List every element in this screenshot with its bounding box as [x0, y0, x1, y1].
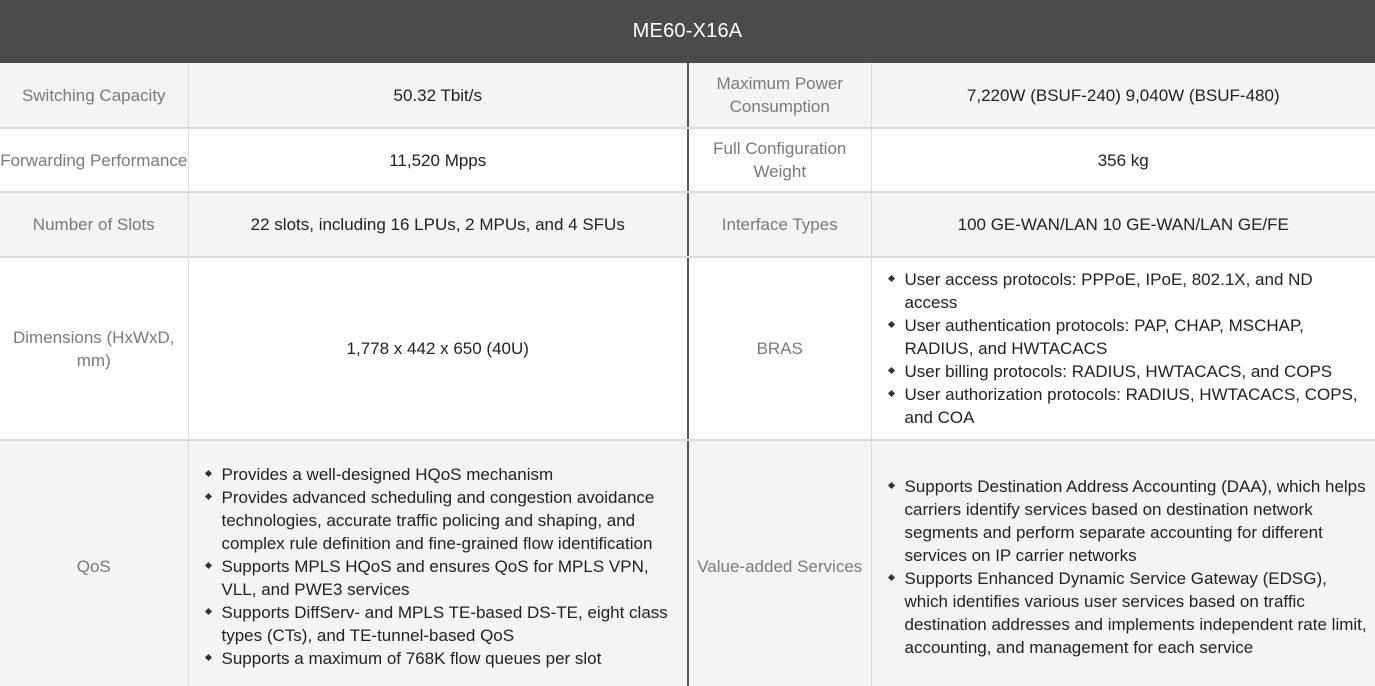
list-item: Provides a well-designed HQoS mechanism: [205, 463, 682, 486]
value-added-services-label: Value-added Services: [688, 440, 871, 686]
table-row: [0, 128, 1375, 192]
list-item: User billing protocols: RADIUS, HWTACACS, and COPS: [888, 360, 1370, 383]
forwarding-performance-label: Forwarding Performance: [0, 128, 188, 192]
list-item: Supports Enhanced Dynamic Service Gateway (EDSG), which identifies various user services based on traffic destination addresses and implements independent rate limit, accounting, and management for each service: [888, 567, 1370, 659]
table-row: [0, 63, 1375, 128]
table-row: [0, 257, 1375, 440]
interface-types-label: Interface Types: [688, 192, 871, 257]
max-power-value: 7,220W (BSUF-240) 9,040W (BSUF-480): [871, 63, 1375, 128]
list-item: Supports DiffServ- and MPLS TE-based DS-TE, eight class types (CTs), and TE-tunnel-based QoS: [205, 601, 682, 647]
list-item: Supports MPLS HQoS and ensures QoS for MPLS VPN, VLL, and PWE3 services: [205, 555, 682, 601]
value-added-services-list: [872, 475, 1375, 659]
value-added-services-value: [871, 440, 1375, 686]
list-item: User authorization protocols: RADIUS, HWTACACS, COPS, and COA: [888, 383, 1370, 429]
weight-label: Full Configuration Weight: [688, 128, 871, 192]
interface-types-value: 100 GE-WAN/LAN 10 GE-WAN/LAN GE/FE: [871, 192, 1375, 257]
qos-list: [189, 463, 688, 670]
list-item: Supports Destination Address Accounting (DAA), which helps carriers identify services based on destination network segments and perform separate accounting for different services on IP carrier networks: [888, 475, 1370, 567]
table-row: [0, 192, 1375, 257]
switching-capacity-value: 50.32 Tbit/s: [188, 63, 688, 128]
spec-table: [0, 63, 1375, 686]
weight-value: 356 kg: [871, 128, 1375, 192]
bras-label: BRAS: [688, 257, 871, 440]
switching-capacity-label: Switching Capacity: [0, 63, 188, 128]
list-item: User authentication protocols: PAP, CHAP, MSCHAP, RADIUS, and HWTACACS: [888, 314, 1370, 360]
qos-value: [188, 440, 688, 686]
forwarding-performance-value: 11,520 Mpps: [188, 128, 688, 192]
list-item: Provides advanced scheduling and congestion avoidance technologies, accurate traffic policing and shaping, and complex rule definition and fine-grained flow identification: [205, 486, 682, 555]
list-item: User access protocols: PPPoE, IPoE, 802.1X, and ND access: [888, 268, 1370, 314]
slots-value: 22 slots, including 16 LPUs, 2 MPUs, and 4 SFUs: [188, 192, 688, 257]
table-row: [0, 440, 1375, 686]
dimensions-label: Dimensions (HxWxD, mm): [0, 257, 188, 440]
bras-value: [871, 257, 1375, 440]
table-title: ME60-X16A: [0, 0, 1375, 63]
qos-label: QoS: [0, 440, 188, 686]
list-item: Supports a maximum of 768K flow queues per slot: [205, 647, 682, 670]
dimensions-value: 1,778 x 442 x 650 (40U): [188, 257, 688, 440]
bras-list: [872, 268, 1375, 429]
max-power-label: Maximum Power Consumption: [688, 63, 871, 128]
slots-label: Number of Slots: [0, 192, 188, 257]
